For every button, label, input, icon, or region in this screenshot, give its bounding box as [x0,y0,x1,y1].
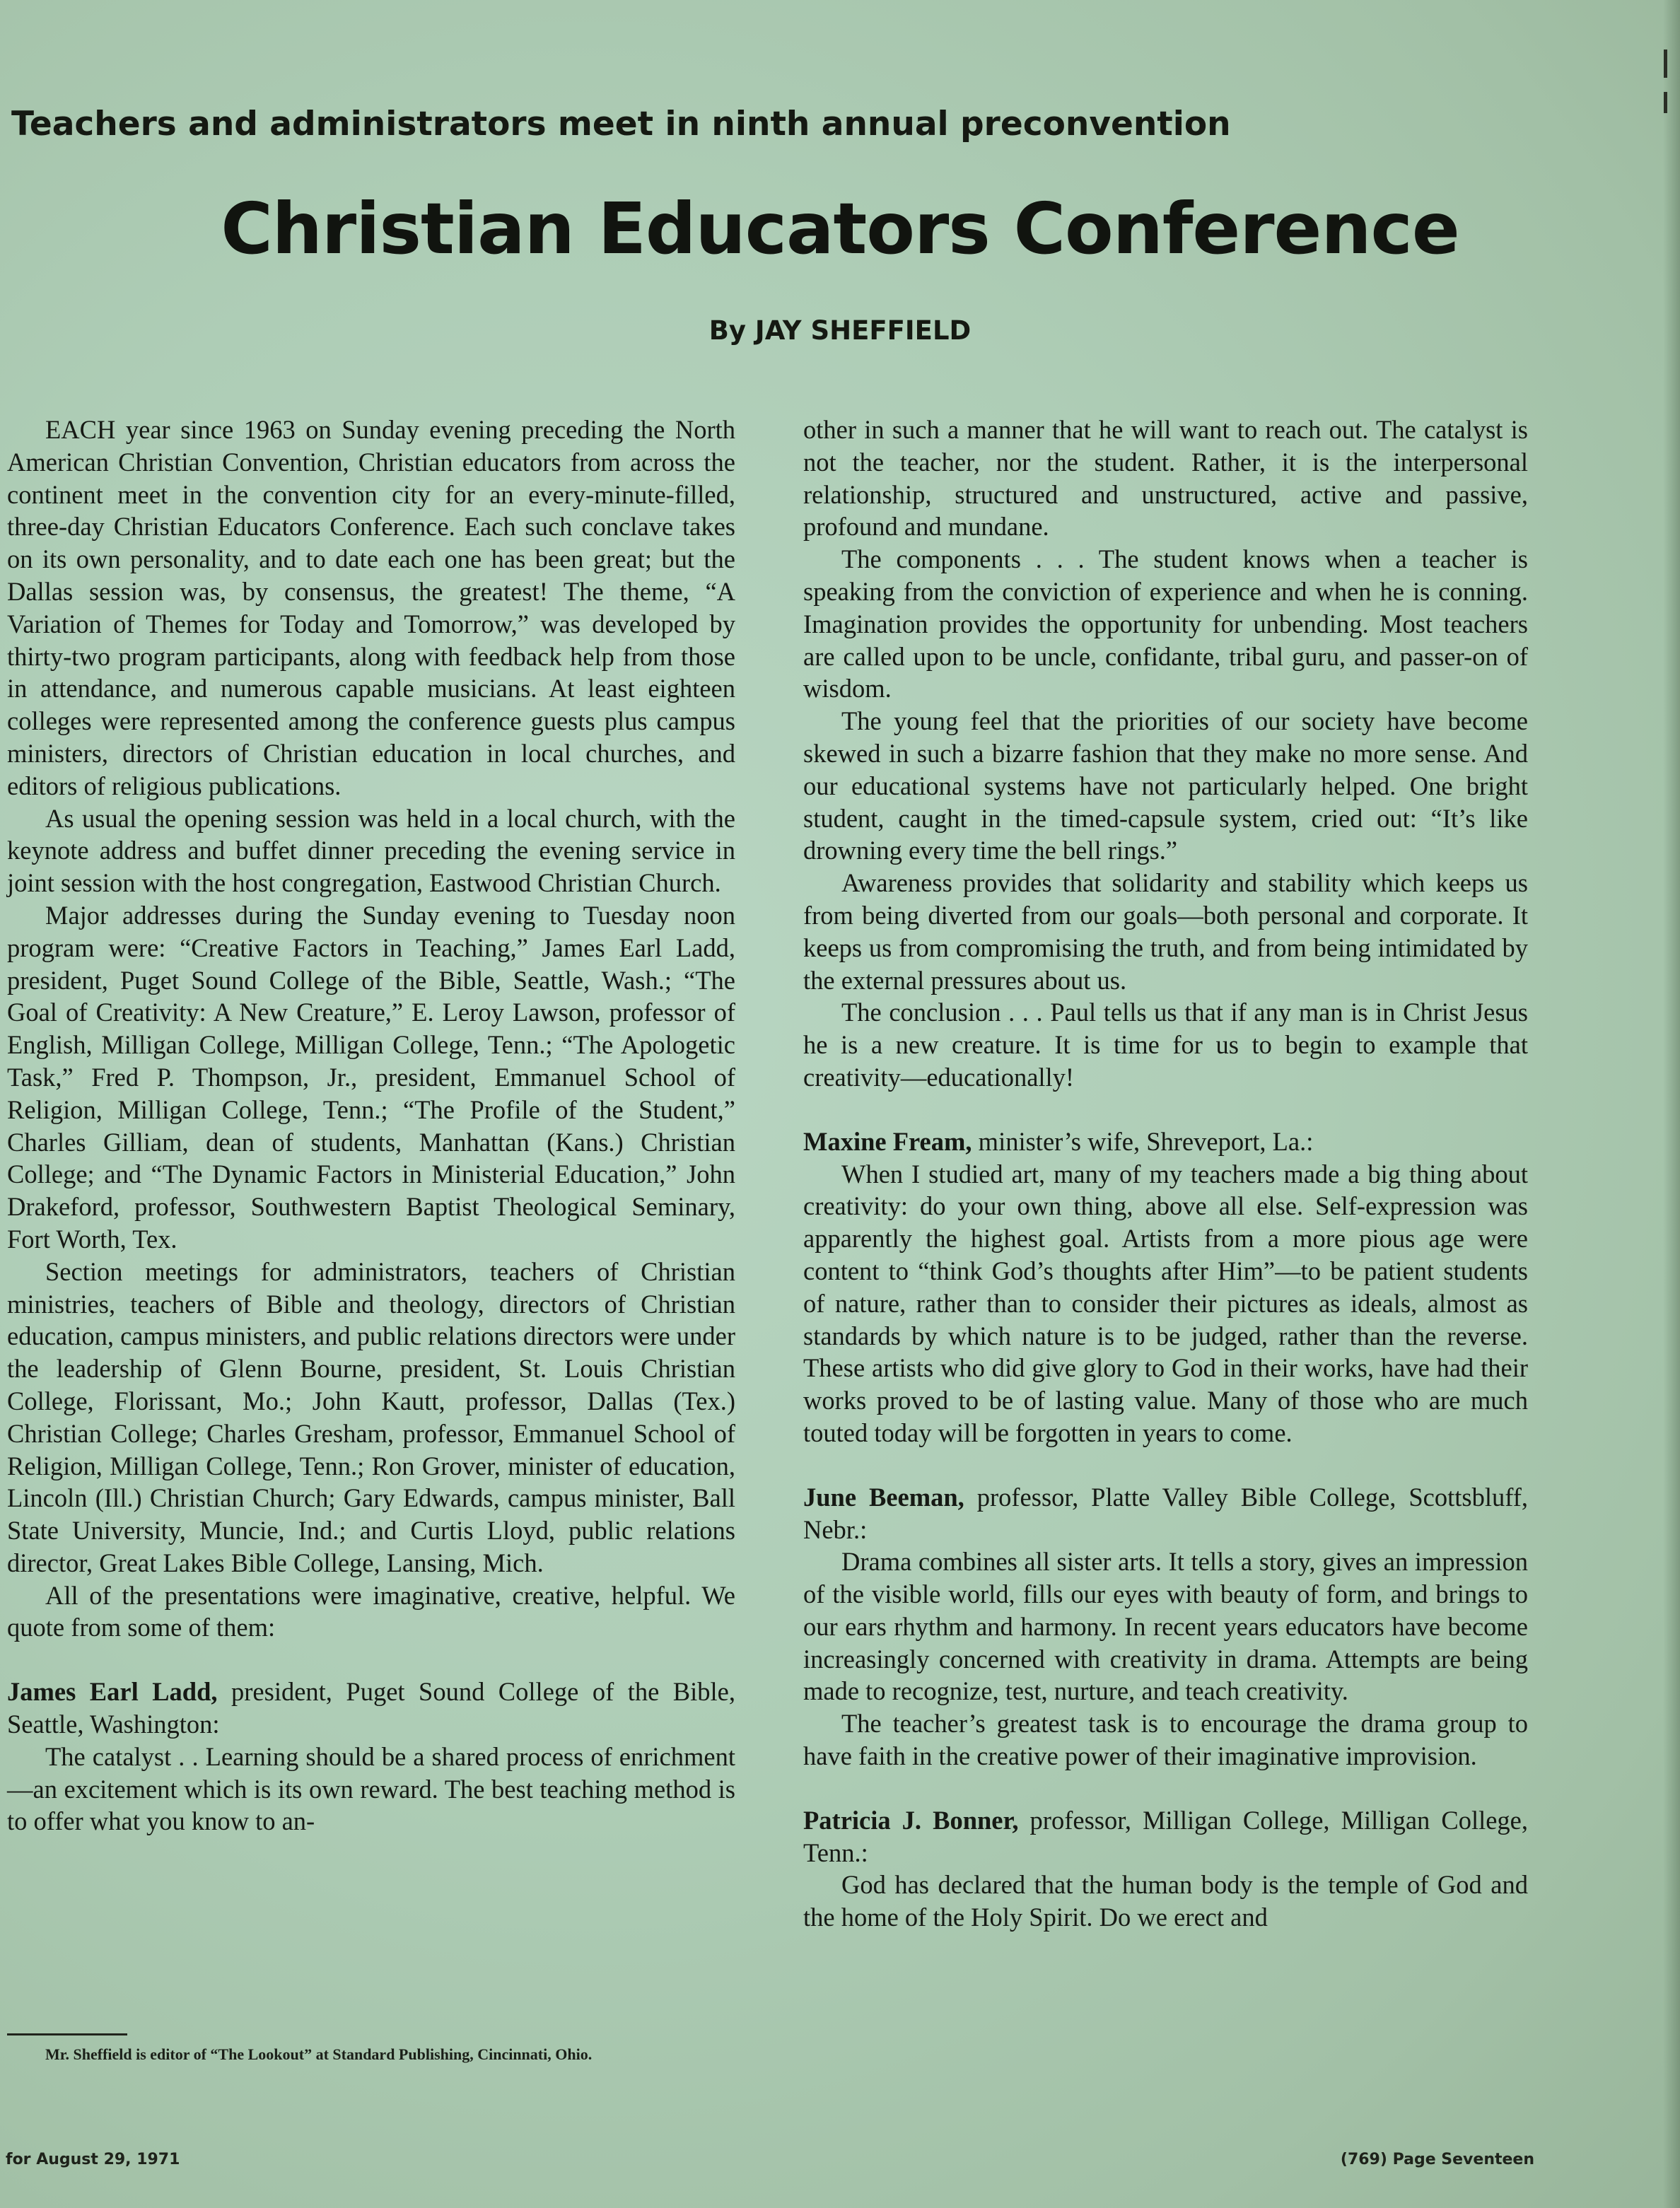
paragraph: The teacher’s greatest task is to encourage the drama group to have faith in the creative power of their imaginative improvision. [803,1709,1528,1771]
paragraph: The catalyst . . Learning should be a shared process of enrichment—an excitement which is its own reward. The best teaching method is to offer what you know to an- [7,1741,735,1836]
paragraph: EACH year since 1963 on Sunday evening preceding the North American Christian Convention, Christian educators from across the continent meet in the convention city for an every-minute-filled, three-day Christian Educators Conference. Each such conclave takes on its own personality, and to date each one has been great; but the Dallas session was, by consensus, the greatest! The theme, “A Variation of Themes for Today and Tomorrow,” was developed by thirty-two program participants, along with feedback help from those in attendance, and numerous capable musicians. At least eighteen colleges were represented among the conference guests plus campus ministers, directors of Christian education in local churches, and editors of religious publications. [7,415,735,800]
paragraph: Drama combines all sister arts. It tells a story, gives an impression of the visible world, fills our eyes with beauty of form, and brings to our ears rhythm and harmony. In recent years educators have become increasingly concerned with creativity in drama. Attempts are being made to recognize, test, nurture, and teach creativity. [803,1547,1528,1706]
paragraph: The components . . . The student knows when a teacher is speaking from the conviction of experience and when he is conning. Imagination provides the opportunity for unbending. Most teachers are called upon to be uncle, confidante, tribal guru, and passer-on of wisdom. [803,544,1528,703]
paragraph: The young feel that the priorities of our society have become skewed in such a bizarre fashion that they make no more sense. And our educational systems have not particularly helped. One bright student, caught in the timed-capsule system, cried out: “It’s like drowning every time the bell rings.” [803,706,1528,865]
speaker-heading [803,1481,1528,1546]
paragraph: All of the presentations were imaginative, creative, helpful. We quote from some of them: [7,1580,735,1642]
binding-shadow [1663,0,1680,2208]
paragraph: As usual the opening session was held in a local church, with the keynote address and buffet dinner preceding the evening service in joint session with the host congregation, Eastwood Christian Church. [7,803,735,898]
speaker-role: professor, Milligan College, Milligan College, Tenn.: [803,1805,1528,1867]
speaker-role: president, Puget Sound College of the Bible, Seattle, Washington: [7,1677,735,1739]
speaker-name: Patricia J. Bonner, [803,1805,1019,1835]
footnote: Mr. Sheffield is editor of “The Lookout” at Standard Publishing, Cincinnati, Ohio. [45,2045,593,2063]
paragraph: The conclusion . . . Paul tells us that if any man is in Christ Jesus he is a new creature. It is time for us to begin to example that creativity—educationally! [803,998,1528,1092]
speaker-role: minister’s wife, Shreveport, La.: [972,1126,1314,1156]
speaker-role: professor, Platte Valley Bible College, Scottsbluff, Nebr.: [803,1482,1528,1544]
byline: By JAY SHEFFIELD [708,315,972,346]
speaker-heading [7,1676,735,1741]
edge-mark [1664,49,1667,78]
edge-mark [1664,92,1667,113]
footnote-rule [7,2033,127,2035]
issue-date: for August 29, 1971 [6,2151,180,2168]
article-title: Christian Educators Conference [221,187,1459,270]
paragraph: When I studied art, many of my teachers made a big thing about creativity: do your own thing, above all else. Self-expression was apparently the highest goal. Artists from a more pious age were content to “think God’s thoughts after Him”—to be patient students of nature, rather than to consider their pictures as ideals, almost as standards by which nature is to be judged, rather than the reverse. These artists who did give glory to God in their works, have had their works proved to be of lasting value. Many of those who are much touted today will be forgotten in years to come. [803,1159,1528,1447]
paragraph: Section meetings for administrators, teachers of Christian ministries, teachers of Bible and theology, directors of Christian education, campus ministers, and public relations directors were under the leadership of Glenn Bourne, president, St. Louis Christian College, Florissant, Mo.; John Kautt, professor, Dallas (Tex.) Christian College; Charles Gresham, professor, Emmanuel School of Religion, Milligan College, Tenn.; Ron Grover, minister of education, Lincoln (Ill.) Christian Church; Gary Edwards, campus minister, Ball State University, Muncie, Ind.; and Curtis Lloyd, public relations director, Great Lakes Bible College, Lansing, Mich. [7,1256,735,1577]
speaker-name: James Earl Ladd, [7,1677,218,1707]
paragraph: God has declared that the human body is the temple of God and the home of the Holy Spirit. Do we erect and [803,1870,1528,1932]
page-number: (769) Page Seventeen [1340,2151,1534,2168]
kicker-headline: Teachers and administrators meet in ninth annual preconvention [11,105,1231,144]
speaker-name: Maxine Fream, [803,1126,972,1156]
speaker-heading [803,1804,1528,1869]
speaker-heading [803,1126,1528,1158]
speaker-name: June Beeman, [803,1482,964,1512]
left-column [7,414,735,1838]
paragraph: Awareness provides that solidarity and stability which keeps us from being diverted from our goals—both personal and corporate. It keeps us from compromising the truth, and from being intimidated by the external pressures about us. [803,868,1528,995]
paragraph: other in such a manner that he will want to reach out. The catalyst is not the teacher, nor the student. Rather, it is the interpersonal relationship, structured and unstructured, active and passive, profound and mundane. [803,415,1528,542]
right-column [803,414,1528,1934]
paragraph: Major addresses during the Sunday evening to Tuesday noon program were: “Creative Factors in Teaching,” James Earl Ladd, president, Puget Sound College of the Bible, Seattle, Wash.; “The Goal of Creativity: A New Creature,” E. Leroy Lawson, professor of English, Milligan College, Milligan College, Tenn.; “The Apologetic Task,” Fred P. Thompson, Jr., president, Emmanuel School of Religion, Milligan College, Tenn.; “The Profile of the Student,” Charles Gilliam, dean of students, Manhattan (Kans.) Christian College; and “The Dynamic Factors in Ministerial Education,” John Drakeford, professor, Southwestern Baptist Theological Seminary, Fort Worth, Tex. [7,900,735,1254]
